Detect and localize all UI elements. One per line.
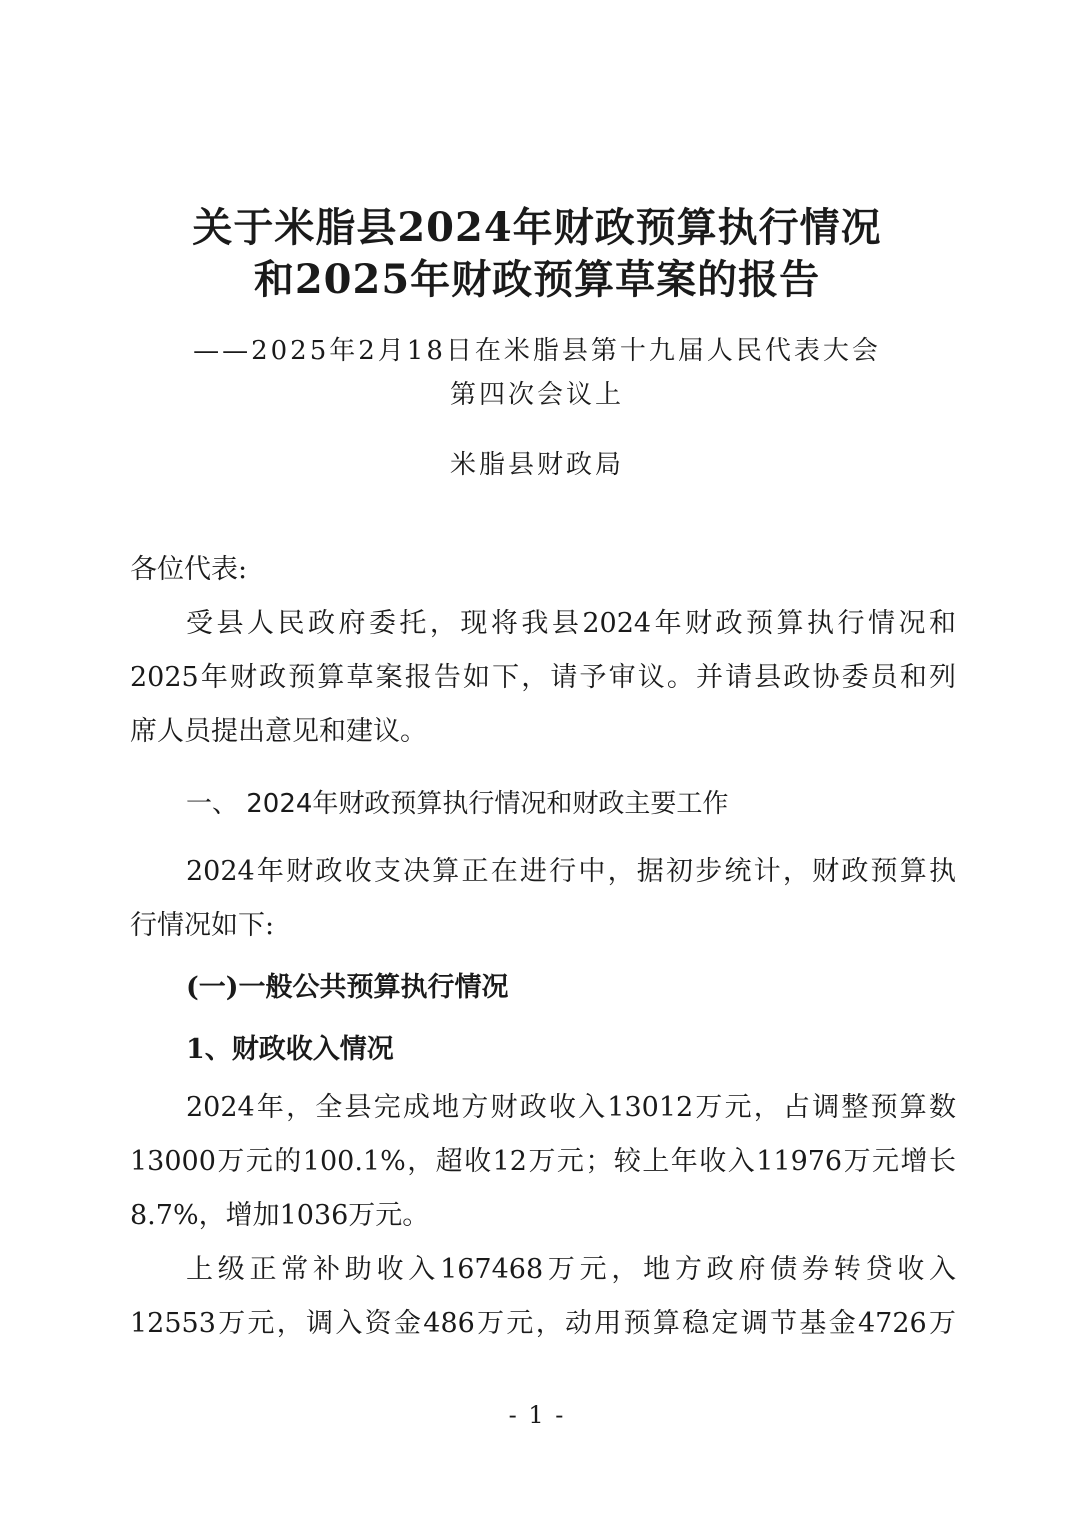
meeting-subtitle-line-2: 第四次会议上 xyxy=(449,380,624,410)
page-number: - 1 - xyxy=(508,1401,566,1429)
revenue-paragraph-line: 13000万元的100.1%，超收12万元；较上年收入11976万元增长 xyxy=(130,1146,956,1177)
section-1-heading: 一、 2024年财政预算执行情况和财政主要工作 xyxy=(186,789,729,819)
section-1-paragraph-line: 2024年财政收支决算正在进行中，据初步统计，财政预算执 xyxy=(186,856,956,887)
report-title-line-2: 和2025年财政预算草案的报告 xyxy=(253,256,821,303)
revenue-paragraph-line: 8.7%，增加1036万元。 xyxy=(130,1200,430,1231)
meeting-subtitle-line-1: ——2025年2月18日在米脂县第十九届人民代表大会 xyxy=(193,336,881,366)
subsidy-paragraph-line: 上级正常补助收入167468万元，地方政府债券转贷收入 xyxy=(186,1254,956,1285)
author-line: 米脂县财政局 xyxy=(449,450,624,480)
subsection-heading: (一)一般公共预算执行情况 xyxy=(186,972,509,1003)
intro-paragraph-line: 受县人民政府委托，现将我县2024年财政预算执行情况和 xyxy=(186,608,956,639)
report-title-line-1: 关于米脂县2024年财政预算执行情况 xyxy=(192,204,882,251)
revenue-paragraph-line: 2024年，全县完成地方财政收入13012万元，占调整预算数 xyxy=(186,1092,956,1123)
subsidy-paragraph-line: 12553万元，调入资金486万元，动用预算稳定调节基金4726万 xyxy=(130,1308,956,1339)
intro-paragraph-line: 2025年财政预算草案报告如下，请予审议。并请县政协委员和列 xyxy=(130,662,956,693)
item-heading: 1、财政收入情况 xyxy=(186,1034,394,1065)
intro-paragraph-line: 席人员提出意见和建议。 xyxy=(130,716,427,747)
salutation: 各位代表: xyxy=(130,554,248,585)
section-1-paragraph-line: 行情况如下: xyxy=(130,910,275,941)
